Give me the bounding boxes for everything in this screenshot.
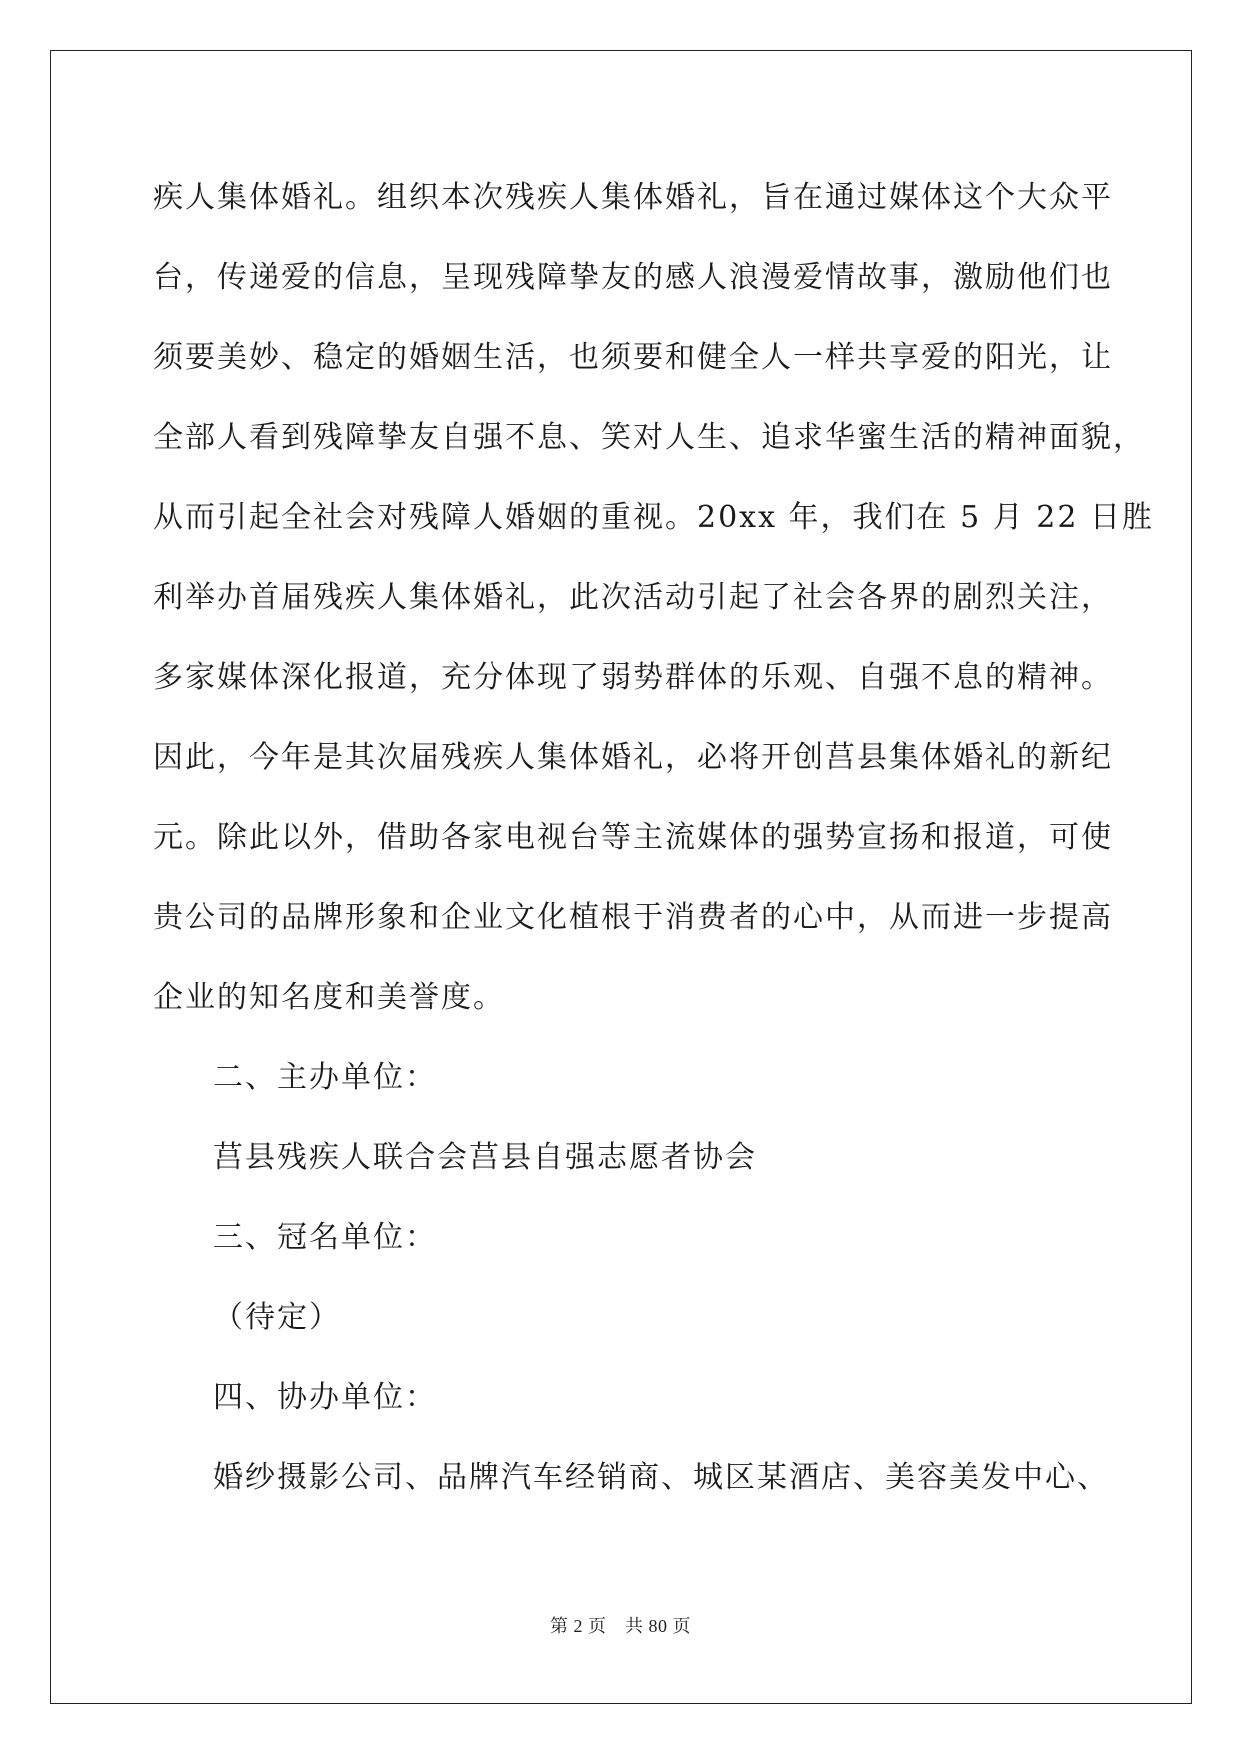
body-line-9: 元。除此以外，借助各家电视台等主流媒体的强势宣扬和报道，可使 (153, 820, 1113, 855)
body-line-8: 因此，今年是其次届残疾人集体婚礼，必将开创莒县集体婚礼的新纪 (153, 740, 1113, 775)
section-heading-title-sponsor: 三、冠名单位： (213, 1220, 437, 1255)
body-line-7: 多家媒体深化报道，充分体现了弱势群体的乐观、自强不息的精神。 (153, 660, 1113, 695)
body-line-1: 疾人集体婚礼。组织本次残疾人集体婚礼，旨在通过媒体这个大众平 (153, 180, 1113, 215)
body-line-6: 利举办首届残疾人集体婚礼，此次活动引起了社会各界的剧烈关注， (153, 580, 1113, 615)
body-line-3: 须要美妙、稳定的婚姻生活，也须要和健全人一样共享爱的阳光，让 (153, 340, 1113, 375)
body-line-11: 企业的知名度和美誉度。 (153, 980, 505, 1015)
body-line-4: 全部人看到残障挚友自强不息、笑对人生、追求华蜜生活的精神面貌， (153, 420, 1145, 455)
section-heading-co-organizer: 四、协办单位： (213, 1380, 437, 1415)
section-content-co-organizer: 婚纱摄影公司、品牌汽车经销商、城区某酒店、美容美发中心、 (213, 1460, 1109, 1495)
body-line-5: 从而引起全社会对残障人婚姻的重视。20xx 年，我们在 5 月 22 日胜 (153, 500, 1154, 535)
section-heading-organizer: 二、主办单位： (213, 1060, 437, 1095)
body-line-2: 台，传递爱的信息，呈现残障挚友的感人浪漫爱情故事，激励他们也 (153, 260, 1113, 295)
document-body (153, 158, 1154, 1518)
section-content-title-sponsor: （待定） (213, 1300, 341, 1335)
page-number: 第 2 页 共 80 页 (550, 1616, 691, 1636)
section-content-organizer: 莒县残疾人联合会莒县自强志愿者协会 (213, 1140, 757, 1175)
body-line-10: 贵公司的品牌形象和企业文化植根于消费者的心中，从而进一步提高 (153, 900, 1113, 935)
